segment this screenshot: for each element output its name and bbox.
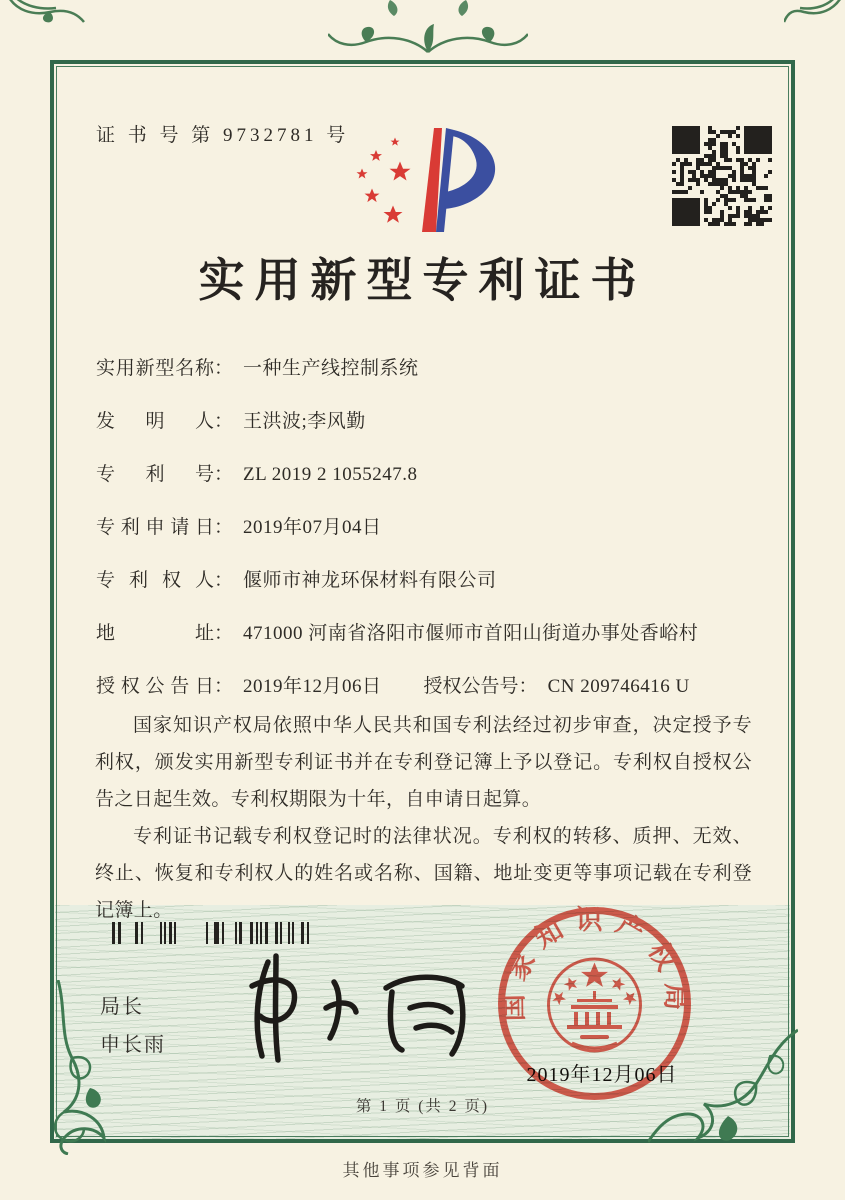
field-value: 偃师市神龙环保材料有限公司 [243, 570, 497, 591]
field-row-filing-date [96, 513, 785, 542]
field-colon: ： [518, 676, 538, 697]
back-side-note: 其他事项参见背面 [342, 1161, 503, 1180]
field-colon: ： [214, 676, 234, 697]
field-value: 王洪波;李风勤 [243, 411, 366, 432]
field-label: 专利号 [96, 464, 214, 485]
field-row-name [96, 354, 785, 383]
seal-text: 国家知识产权局 [498, 905, 691, 1022]
barcode [100, 922, 325, 944]
field-value: 471000 河南省洛阳市偃师市首阳山街道办事处香峪村 [243, 623, 699, 644]
legal-text [95, 707, 752, 929]
director-signature [218, 942, 483, 1070]
field-value: 2019年07月04日 [243, 517, 382, 538]
director-block [100, 988, 166, 1064]
cnipa-patent-logo-icon [338, 120, 508, 238]
field-value: 一种生产线控制系统 [243, 358, 419, 379]
top-left-edge-ornament [6, 0, 86, 26]
seal-date: 2019年12月06日 [526, 1064, 678, 1086]
field-label: 专利权人 [96, 570, 214, 591]
field-colon: ： [214, 570, 234, 591]
field-label: 地址 [96, 623, 214, 644]
page-number: 第 1 页 (共 2 页) [355, 1098, 490, 1115]
director-title: 局长 [100, 996, 144, 1018]
field-colon: ： [214, 517, 234, 538]
field-row-address [96, 619, 785, 648]
field-value: 2019年12月06日 [243, 676, 382, 697]
field-colon: ： [214, 358, 234, 379]
field-label: 实用新型名称 [96, 358, 214, 379]
field-row-patent-no [96, 460, 785, 489]
legal-paragraph-1: 国家知识产权局依照中华人民共和国专利法经过初步审查，决定授予专利权，颁发实用新型专利证书并在专利登记簿上予以登记。专利权自授权公告之日起生效。专利权期限为十年，自申请日起算。 [95, 715, 752, 810]
grant-number-value: CN 209746416 U [547, 676, 690, 697]
field-row-grant [96, 672, 785, 701]
certificate-fields [96, 354, 785, 725]
certificate-title: 实用新型专利证书 [198, 255, 647, 306]
official-seal [492, 901, 697, 1106]
field-label: 授权公告日 [96, 676, 214, 697]
qr-code [672, 126, 772, 226]
field-row-inventor [96, 407, 785, 436]
director-name: 申长雨 [100, 1034, 166, 1056]
field-colon: ： [214, 623, 234, 644]
field-row-patentee [96, 566, 785, 595]
national-emblem-icon [549, 959, 641, 1051]
field-label: 专利申请日 [96, 517, 214, 538]
top-right-edge-ornament [784, 0, 844, 26]
field-colon: ： [214, 411, 234, 432]
field-value: ZL 2019 2 1055247.8 [243, 464, 418, 485]
top-center-ornament [328, 0, 528, 56]
legal-paragraph-2: 专利证书记载专利权登记时的法律状况。专利权的转移、质押、无效、终止、恢复和专利权人的姓名或名称、国籍、地址变更等事项记载在专利登记簿上。 [95, 826, 752, 921]
field-label: 发明人 [96, 411, 214, 432]
grant-number-label: 授权公告号 [423, 676, 519, 697]
field-colon: ： [214, 464, 234, 485]
certificate-number: 证 书 号 第 9732781 号 [96, 125, 350, 146]
